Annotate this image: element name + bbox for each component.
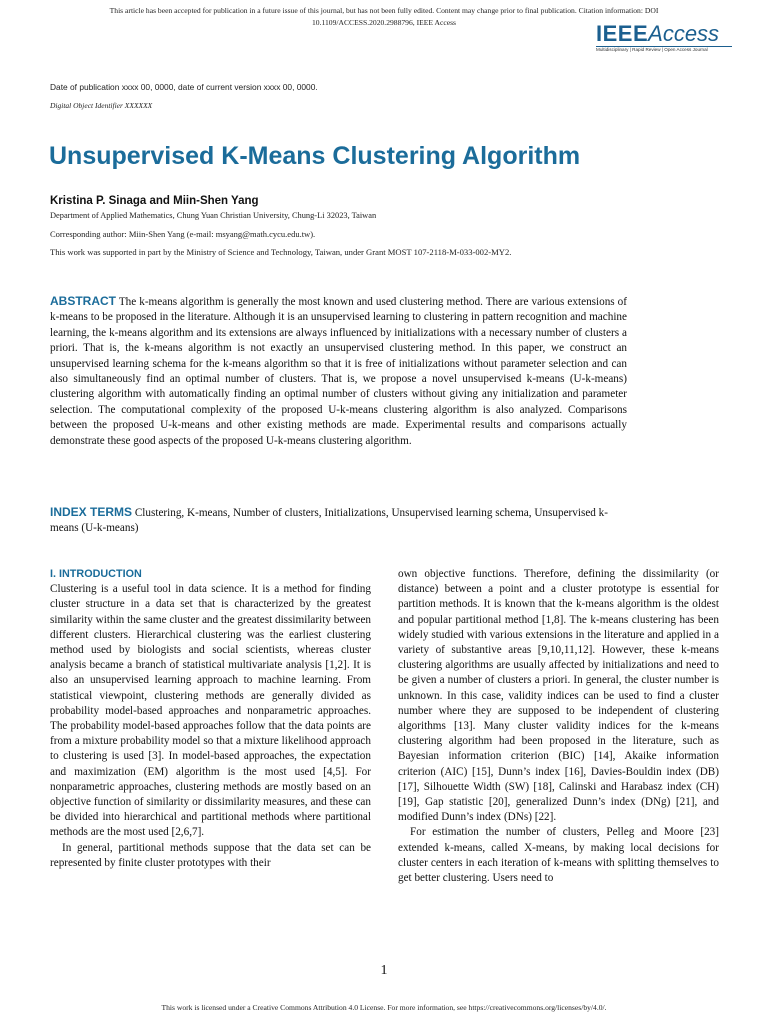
section-heading-introduction: I. INTRODUCTION (50, 568, 142, 580)
intro-paragraph-4: For estimation the number of clusters, Pelleg and Moore [23] extended k-means, called X-means, by making local decisions for cluster centers in each iteration of k-means with splitting themselves to get better clustering. Users need to (398, 826, 719, 885)
license-notice: This work is licensed under a Creative Commons Attribution 4.0 License. For more information, see https://creativecommons.org/licenses/by/4.0/. (161, 1003, 607, 1012)
funding-note: This work was supported in part by the Ministry of Science and Technology, Taiwan, under Grant MOST 107-2118-M-033-002-MY2. (50, 247, 512, 257)
paper-title: Unsupervised K-Means Clustering Algorithm (49, 142, 581, 170)
paper-authors: Kristina P. Sinaga and Miin-Shen Yang (50, 195, 259, 207)
logo-word-ieee: IEEE (596, 21, 649, 46)
abstract (50, 294, 627, 449)
intro-paragraph-1: Clustering is a useful tool in data science. It is a method for finding cluster structure in a data set that is characterized by the greatest similarity within the same cluster and the greatest dissimilarity between different clusters. Hierarchical clustering was the earliest clustering method used by biologists and social scientists, whereas cluster analysis became a branch of statistical multivariate analysis [1,2]. It is also an unsupervised learning approach to machine learning. From statistical viewpoint, clustering methods are generally divided as probability model-based approaches and nonparametric approaches. The probability model-based approaches follow that the data points are from a mixture probability model so that a mixture likelihood approach to clustering is used [3]. In model-based approaches, the expectation and maximization (EM) algorithm is the most used [4,5]. For nonparametric approaches, clustering methods are mostly based on an objective function of similarity or dissimilarity measures, and these can be divided into hierarchical and partitional methods where partitional methods are the most used [2,6,7]. (50, 583, 371, 839)
acceptance-notice-line2: 10.1109/ACCESS.2020.2988796, IEEE Access (312, 18, 456, 27)
abstract-label: ABSTRACT (50, 294, 116, 308)
index-terms-label: INDEX TERMS (50, 505, 133, 519)
right-column (398, 567, 719, 886)
intro-paragraph-2: In general, partitional methods suppose that the data set can be represented by finite cluster prototypes with their (50, 841, 371, 869)
intro-paragraph-3: own objective functions. Therefore, defining the dissimilarity (or distance) between a point and a cluster prototype is essential for partition methods. It is known that the k-means algorithm is the oldest and popular partitional method [1,8]. The k-means clustering has been widely studied with various extensions in the literature and applied in a variety of substantive areas [9,10,11,12]. However, these k-means clustering algorithms are usually affected by initializations and need to be given a number of clusters a priori. In general, the cluster number is unknown. In this case, validity indices can be used to find a cluster number where they are supposed to be independent of clustering algorithms [13]. Many cluster validity indices for the k-means clustering algorithm had been proposed in the literature, such as Bayesian information criterion (BIC) [14], Akaike information criterion (AIC) [15], Dunn’s index [16], Davies-Bouldin index (DB) [17], Silhouette Width (SW) [18], Calinski and Harabasz index (CH) [19], Gap statistic [20], generalized Dunn’s index (DNg) [21], and modified Dunn’s index (DNs) [22]. (398, 568, 719, 824)
index-terms (50, 505, 627, 537)
acceptance-notice-line1: This article has been accepted for publication in a future issue of this journal, but has not been fully edited. Content may change prior to final publication. Citation information: DOI (109, 6, 659, 15)
ieee-access-logo (596, 22, 732, 52)
page-number: 1 (380, 963, 388, 978)
author-affiliation: Department of Applied Mathematics, Chung Yuan Christian University, Chung-Li 32023, Taiwan (50, 211, 377, 220)
corresponding-author: Corresponding author: Miin-Shen Yang (e-mail: msyang@math.cycu.edu.tw). (50, 229, 316, 239)
publication-date: Date of publication xxxx 00, 0000, date of current version xxxx 00, 0000. (50, 82, 318, 92)
doi-identifier: Digital Object Identifier XXXXXX (50, 101, 153, 110)
logo-wordmark (596, 22, 732, 46)
logo-tagline: Multidisciplinary | Rapid Review | Open Access Journal (596, 47, 708, 52)
abstract-text: The k-means algorithm is generally the most known and used clustering method. There are various extensions of k-means to be proposed in the literature. Although it is an unsupervised learning to clustering in pattern recognition and machine learning, the k-means algorithm and its extensions are always influenced by initializations with a necessary number of clusters a priori. That is, the k-means algorithm is not exactly an unsupervised clustering method. In this paper, we construct an unsupervised learning schema for the k-means algorithm so that it is free of initializations without parameter selection and can also simultaneously find an optimal number of clusters. That is, we propose a novel unsupervised k-means (U-k-means) clustering algorithm with automatically finding an optimal number of clusters without giving any initialization and parameter selection. The computational complexity of the proposed U-k-means clustering algorithm is also analyzed. Comparisons between the proposed U-k-means and other existing methods are made. Experimental results and comparisons actually demonstrate these good aspects of the proposed U-k-means clustering algorithm. (50, 296, 627, 447)
left-column (50, 567, 371, 871)
index-terms-text: Clustering, K-means, Number of clusters, Initializations, Unsupervised learning schema, Unsupervised k-means (U-k-means) (50, 507, 608, 535)
logo-divider (596, 46, 732, 47)
logo-word-access: Access (648, 21, 720, 46)
